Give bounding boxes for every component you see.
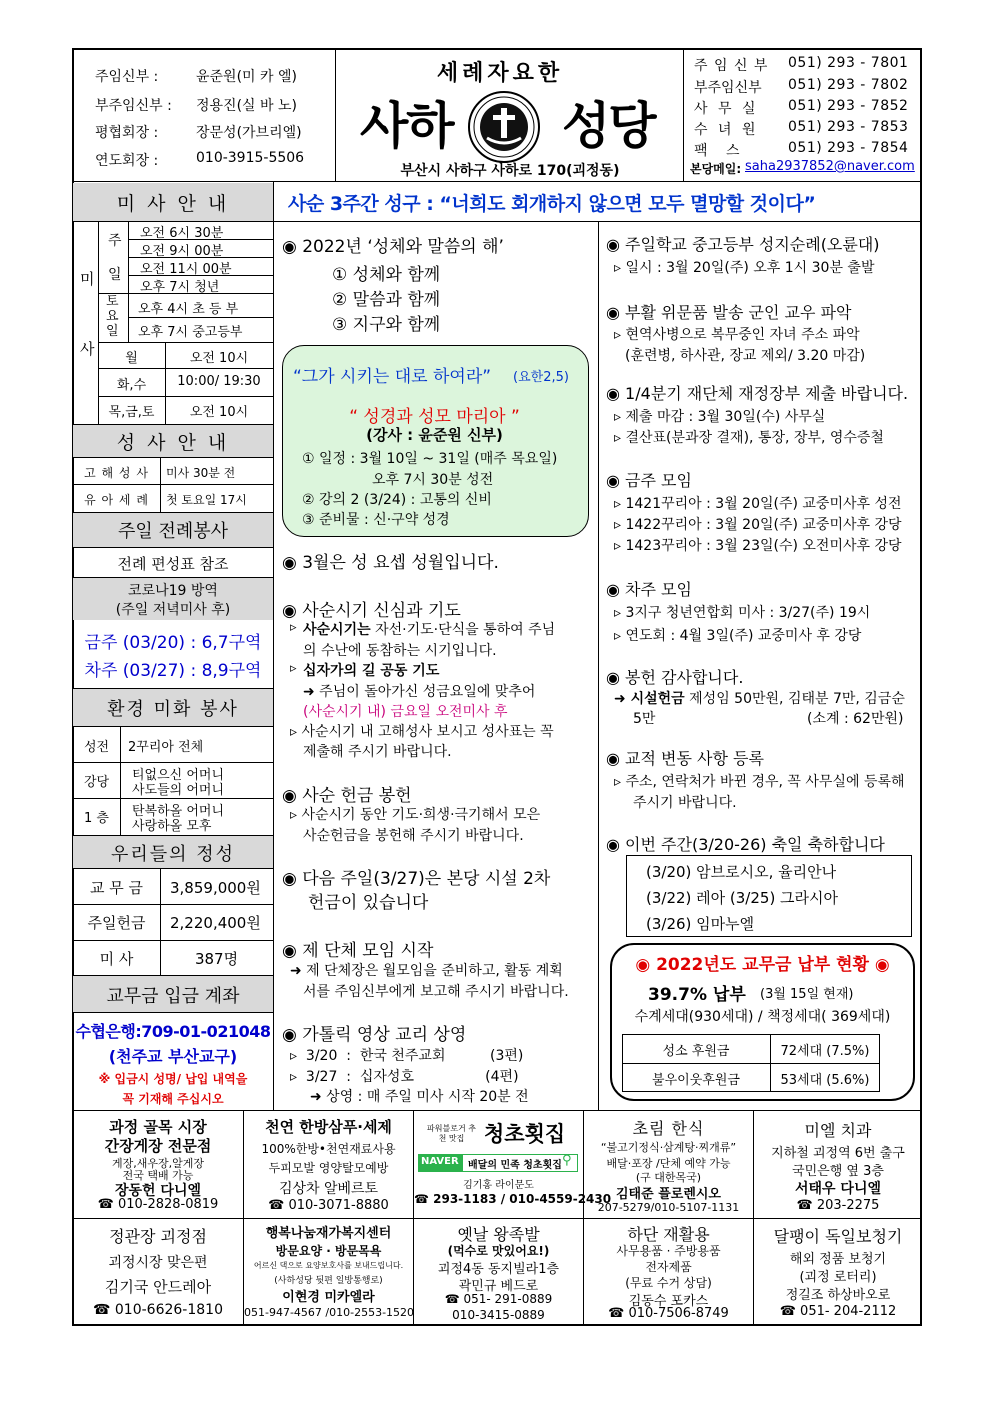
ad-line: 이현경 미카엘라: [282, 1290, 375, 1305]
header-value: 장문성(가브리엘): [196, 125, 302, 141]
thanks-title: ◉ 봉헌 감사합니다.: [606, 668, 744, 687]
covid-title: 코로나19 방역: [128, 583, 218, 599]
alms-title: ◉ 사순 헌금 봉헌: [282, 786, 412, 806]
video-item: ▹ 3/27 : 십자성호 (4편): [290, 1069, 519, 1085]
ad-line: 국민은행 옆 3층: [792, 1164, 884, 1179]
ad-line: 정관장 괴정점: [109, 1227, 207, 1246]
lent-bullet: ▹: [290, 661, 297, 676]
ad-line: 김태준 플로렌시오: [616, 1187, 721, 1202]
ad-line: 지하철 괴정역 6번 출구: [771, 1146, 905, 1161]
finance-text: ▹ 결산표(분과장 결재), 통장, 장부, 영수증철: [614, 430, 884, 446]
ad-line: 파워블로거 추천 맛집: [427, 1124, 476, 1143]
weekday-time: 오전 10시: [189, 405, 249, 420]
year-theme-item: ② 말씀과 함께: [332, 290, 441, 310]
contact-label: 팩 스: [694, 143, 747, 159]
ad-line: (사하성당 뒷편 일방통행로): [274, 1276, 383, 1286]
ad-line: ☎ 051- 204-2112: [779, 1304, 897, 1319]
group-meeting-text: ➜ 제 단체장은 월모임을 준비하고, 활동 계획: [290, 963, 563, 979]
next-sunday-collection: 헌금이 있습니다: [308, 893, 429, 913]
dues-percent: 39.7% 납부: [648, 985, 746, 1005]
divider: [72, 181, 922, 182]
weekday-time: 오전 10시: [189, 351, 249, 366]
sunday-label: 일: [108, 267, 122, 283]
ad-line: 배달의 민족 청초횟집: [468, 1160, 562, 1171]
contact-number: 051) 293 - 7853: [788, 119, 909, 135]
church-name-left: 사하: [360, 97, 453, 155]
lent-text: 제출해 주시기 바랍니다.: [303, 744, 452, 760]
offering-value: 387명: [194, 950, 239, 968]
pilgrimage-title: ◉ 주일학교 중고등부 성지순례(오륜대): [606, 235, 880, 254]
mass-label: 사: [80, 340, 95, 358]
account-number: 수협은행:709-01-021048: [75, 1022, 271, 1041]
account-title: 교무금 입금 계좌: [106, 986, 240, 1007]
easter-title: ◉ 부활 위문품 발송 군인 교우 파악: [606, 303, 852, 322]
covid-next-week: 차주 (03/27) : 8,9구역: [84, 661, 262, 681]
alms-text: 사순헌금을 봉헌해 주시기 바랍니다.: [303, 828, 524, 844]
this-week-meeting: ▹ 1422꾸리아 : 3월 20일(주) 교중미사후 강당: [614, 517, 902, 533]
account-holder: (천주교 부산교구): [108, 1047, 238, 1066]
env-volunteer: 사도들의 어머니: [132, 783, 225, 798]
offering-name: 교 무 금: [89, 879, 143, 897]
ad-line: 100%한방•천연재료사용: [261, 1142, 396, 1156]
ad-line: 010-3415-0889: [452, 1308, 545, 1322]
finance-text: ▹ 제출 마감 : 3월 30일(수) 사무실: [614, 409, 826, 425]
sacrament-name: 고 해 성 사: [84, 466, 149, 480]
sunday-label: 주: [108, 233, 122, 249]
sacrament-name: 유 아 세 례: [84, 493, 149, 507]
ad-line: ☎ 010-2828-0819: [97, 1197, 219, 1212]
ad-line: 장동헌 다니엘: [114, 1183, 202, 1199]
next-week-meeting: ▹ 연도회 : 4월 3일(주) 교중미사 후 강당: [614, 628, 862, 644]
divider: [335, 48, 336, 181]
ad-line: 행복나눔재가복지센터: [265, 1226, 392, 1241]
ad-line: 옛날 왕족발: [457, 1225, 540, 1244]
ad-line: ☎ 010-3071-8880: [268, 1198, 389, 1213]
ad-line: ☎ 010-6626-1810: [93, 1302, 223, 1318]
ad-line: 천연 한방삼푸·세제: [265, 1118, 392, 1136]
offering-name: 미 사: [99, 950, 134, 968]
ad-line: 김동수 포카스: [628, 1294, 709, 1309]
ad-line: 배달·포장 /단체 예약 가능: [606, 1157, 731, 1170]
header-label: 평협회장 :: [95, 125, 159, 141]
ad-line: ☎ 010-7506-8749: [608, 1306, 729, 1321]
ad-line: 간장게장 전문점: [104, 1137, 212, 1155]
lecture-title: “ 성경과 성모 마리아 ”: [349, 407, 520, 427]
header-value: 정용진(실 바 노): [196, 98, 297, 114]
easter-text: ▹ 현역사병으로 복무중인 자녀 주소 파악: [614, 327, 860, 343]
next-week-meeting: ▹ 3지구 청년연합회 미사 : 3/27(주) 19시: [614, 605, 871, 621]
contact-number: 051) 293 - 7802: [788, 77, 909, 93]
this-week-meeting-title: ◉ 금주 모임: [606, 471, 692, 490]
lecture-item: ① 일정 : 3월 10일 ~ 31일 (매주 목요일): [302, 451, 558, 467]
offering-name: 주일헌금: [87, 914, 146, 932]
support-value: 72세대 (7.5%): [780, 1044, 870, 1059]
ad-line: 사무용품 · 주방용품: [616, 1244, 721, 1258]
ad-line: 괴정4동 동지빌라1층: [437, 1262, 560, 1277]
lent-text: 사순시기는 자선·기도·단식을 통하여 주님: [303, 622, 556, 638]
next-sunday-collection: ◉ 다음 주일(3/27)은 본당 시설 2차: [282, 869, 551, 889]
ad-line: 서태우 다니엘: [794, 1181, 882, 1197]
dues-households: 수계세대(930세대) / 책정세대( 369세대): [634, 1009, 891, 1025]
group-meeting-title: ◉ 제 단체 모임 시작: [282, 941, 434, 961]
lecture-item: ② 강의 2 (3/24) : 고통의 신비: [302, 492, 492, 508]
ad-line: 하단 재활용: [627, 1225, 710, 1244]
divider: [273, 181, 274, 1110]
patron-name: 세례자요한: [436, 61, 564, 86]
ad-line: 김기홍 라이문도: [463, 1180, 534, 1191]
liturgy-text: 전례 편성표 참조: [117, 555, 229, 573]
header-label: 주임신부 :: [95, 69, 159, 85]
liturgy-title: 주일 전례봉사: [117, 521, 229, 542]
header-label: 부주임신부 :: [95, 98, 172, 114]
ad-line: 051-947-4567 /010-2553-1520: [244, 1306, 415, 1319]
ad-line: 전국 택배 가능: [122, 1169, 194, 1182]
lent-text: ▹ 사순시기 내 고해성사 보시고 성사표는 꼭: [290, 724, 554, 740]
feast-item: (3/20) 암브로시오, 율리안나: [646, 863, 837, 881]
weekly-scripture-headline: 사순 3주간 성구 : “너희도 회개하지 않으면 모두 멸망할 것이다”: [288, 193, 816, 215]
env-volunteer: 티없으신 어머니: [132, 768, 225, 783]
lecture-item: 오후 7시 30분 성전: [372, 472, 494, 488]
lent-text: ➜ 주님이 돌아가신 성금요일에 맞추어: [303, 684, 536, 700]
ad-line: (구 대한목국): [635, 1171, 702, 1184]
ad-line: (괴정 로터리): [799, 1270, 877, 1285]
sunday-mass-time: 오후 7시 청년: [140, 280, 220, 295]
pilgrimage-text: ▹ 일시 : 3월 20일(주) 오후 1시 30분 출발: [614, 260, 875, 276]
year-theme-item: ① 성체와 함께: [332, 265, 441, 285]
env-place: 1 층: [84, 811, 109, 826]
saturday-mass-time: 오후 4시 초 등 부: [138, 302, 239, 317]
video-title: ◉ 가톨릭 영상 교리 상영: [282, 1025, 467, 1045]
church-name-right: 성당: [562, 97, 655, 155]
weekday: 화,수: [116, 378, 147, 393]
ad-line: 전자제품: [645, 1260, 692, 1274]
contact-number: 051) 293 - 7801: [788, 55, 909, 71]
env-volunteer: 탄복하올 어머니: [132, 804, 225, 819]
this-week-meeting: ▹ 1423꾸리아 : 3월 23일(수) 오전미사후 강당: [614, 538, 902, 554]
contact-label: 주 임 신 부: [694, 58, 769, 74]
easter-text: (훈련병, 하사관, 장교 제외/ 3.20 마감): [625, 348, 866, 364]
lent-text: 의 수난에 동참하는 시기입니다.: [303, 643, 497, 659]
account-note: 꼭 기재해 주십시오: [122, 1092, 224, 1106]
ad-line: 미엘 치과: [804, 1121, 872, 1140]
registration-text: 주시기 바랍니다.: [633, 795, 737, 811]
account-note: ※ 입금시 성명/ 납입 내역을: [98, 1072, 248, 1086]
ad-line: 어르신 댁으로 요양보호사를 보내드립니다.: [253, 1261, 404, 1270]
mass-schedule-title: 미 사 안 내: [116, 193, 230, 215]
joseph-month: ◉ 3월은 성 요셉 성월입니다.: [282, 553, 499, 573]
stations-of-cross: 십자가의 길 공동 기도: [303, 663, 440, 679]
ad-line: 김기국 안드레아: [104, 1278, 212, 1296]
dues-status-title: ◉ 2022년도 교무금 납부 현황 ◉: [635, 955, 890, 975]
header-label: 연도회장 :: [95, 153, 159, 169]
mass-label: 미: [80, 270, 95, 288]
ad-line: (먹수로 맛있어요!): [447, 1244, 550, 1258]
thanks-text: ➜ 시설헌금 제성임 50만원, 김태분 7만, 김금순: [614, 691, 905, 707]
divider: [683, 48, 684, 181]
next-week-meeting-title: ◉ 차주 모임: [606, 580, 692, 599]
support-name: 성소 후원금: [662, 1044, 730, 1059]
lecture-reference: (요한2,5): [513, 370, 569, 385]
ad-line: 달팽이 독일보청기: [773, 1227, 903, 1246]
registration-text: ▹ 주소, 연락처가 바뀐 경우, 꼭 사무실에 등록해: [614, 774, 905, 790]
ad-line: 과정 골목 시장: [109, 1118, 207, 1136]
covid-subtitle: (주일 저녁미사 후): [115, 602, 231, 618]
ad-line: 곽민규 베드로: [458, 1279, 539, 1294]
env-place: 성전: [83, 740, 110, 755]
saturday-label: 토 요 일: [106, 294, 119, 339]
year-theme-title: ◉ 2022년 ‘성체와 말씀의 해’: [282, 237, 504, 257]
email-label: 본당메일:: [690, 162, 742, 176]
saturday-mass-time: 오후 7시 중고등부: [138, 325, 243, 340]
offering-value: 2,220,400원: [170, 914, 261, 932]
lent-title: ◉ 사순시기 신심과 기도: [282, 601, 461, 621]
year-theme-item: ③ 지구와 함께: [332, 315, 441, 335]
email-link[interactable]: saha2937852@naver.com: [745, 159, 915, 174]
thanks-total: (소계 : 62만원): [807, 711, 904, 727]
ad-line: 207-5279/010-5107-1131: [597, 1201, 740, 1214]
contact-label: 수 녀 원: [694, 122, 759, 138]
weekday: 월: [125, 351, 138, 366]
ad-line: 두피모발 영양탈모예방: [268, 1161, 389, 1175]
ad-line: 해외 정품 보청기: [789, 1252, 887, 1267]
sunday-mass-time: 오전 9시 00분: [140, 244, 224, 259]
offering-title: 우리들의 정성: [110, 844, 236, 865]
support-name: 불우이웃후원금: [652, 1073, 740, 1088]
offering-value: 3,859,000원: [170, 879, 261, 897]
header-value: 윤준원(미 카 엘): [196, 69, 297, 85]
ad-line: 정길조 하상바오로: [785, 1288, 891, 1303]
ad-line: 청초횟집: [484, 1122, 566, 1146]
group-meeting-text: 서를 주임신부에게 보고해 주시기 바랍니다.: [303, 984, 569, 1000]
contact-number: 051) 293 - 7854: [788, 140, 909, 156]
video-item: ▹ 3/20 : 한국 천주교회 (3편): [290, 1048, 524, 1064]
ad-line: ☎ 203-2275: [796, 1198, 880, 1213]
lecture-speaker: (강사 : 윤준원 신부): [366, 426, 503, 444]
sacrament-time: 미사 30분 전: [166, 466, 236, 480]
contact-label: 부주임신부: [694, 80, 762, 96]
sacrament-title: 성 사 안 내: [116, 432, 230, 454]
ad-line: 게장,새우장,알게장: [111, 1157, 204, 1170]
ad-line: ☎ 293-1183 / 010-4559-2430: [414, 1192, 612, 1206]
ad-line: ☎ 051- 291-0889: [444, 1292, 553, 1306]
weekday: 목,금,토: [108, 405, 155, 420]
sunday-mass-time: 오전 11시 00분: [140, 262, 232, 277]
feast-item: (3/22) 레아 (3/25) 그라시아: [646, 889, 839, 907]
covid-this-week: 금주 (03/20) : 6,7구역: [84, 633, 262, 653]
ad-line: 방문요양 · 방문목욕: [275, 1244, 382, 1258]
sacrament-time: 첫 토요일 17시: [166, 493, 247, 507]
dues-date: (3월 15일 현재): [760, 987, 854, 1002]
church-address: 부산시 사하구 사하로 170(괴정동): [400, 163, 620, 179]
ad-line: (무료 수거 상담): [625, 1276, 712, 1290]
naver-logo: NAVER: [421, 1156, 459, 1167]
church-seal-icon: [467, 90, 541, 164]
lent-highlight: (사순시기 내) 금요일 오전미사 후: [303, 704, 508, 720]
header-value: 010-3915-5506: [196, 150, 305, 166]
lecture-quote: “그가 시키는 대로 하여라”: [293, 367, 492, 387]
lent-bullet: ▹: [290, 620, 297, 635]
env-place: 강당: [83, 775, 110, 790]
env-volunteer: 사랑하올 모후: [132, 819, 212, 834]
sunday-mass-time: 오전 6시 30분: [140, 226, 224, 241]
ad-line: “불고기정식·삼계탕·찌개류”: [600, 1141, 737, 1154]
weekday-time: 10:00/ 19:30: [177, 374, 261, 389]
env-volunteer: 2꾸리아 전체: [128, 740, 204, 755]
support-value: 53세대 (5.6%): [780, 1073, 870, 1088]
feast-item: (3/26) 임마누엘: [646, 915, 755, 933]
ad-line: 김상차 알베르토: [278, 1181, 379, 1197]
feast-title: ◉ 이번 주간(3/20-26) 축일 축하합니다: [606, 835, 885, 854]
registration-title: ◉ 교적 변동 사항 등록: [606, 749, 764, 768]
thanks-text: 5만: [633, 711, 656, 727]
contact-number: 051) 293 - 7852: [788, 98, 909, 114]
lecture-item: ③ 준비물 : 신·구약 성경: [302, 512, 450, 528]
contact-label: 사 무 실: [694, 101, 759, 117]
finance-title: ◉ 1/4분기 재단체 재정장부 제출 바랍니다.: [606, 384, 909, 403]
ad-line: 초림 한식: [632, 1119, 705, 1138]
alms-text: ▹ 사순시기 동안 기도·희생·극기해서 모은: [290, 807, 541, 823]
video-item: ➜ 상영 : 매 주일 미사 시작 20분 전: [310, 1089, 529, 1105]
this-week-meeting: ▹ 1421꾸리아 : 3월 20일(주) 교중미사후 성전: [614, 496, 902, 512]
search-icon: ⚲: [562, 1153, 572, 1168]
env-title: 환경 미화 봉사: [107, 699, 239, 720]
ad-line: 괴정시장 맞은편: [108, 1255, 208, 1271]
